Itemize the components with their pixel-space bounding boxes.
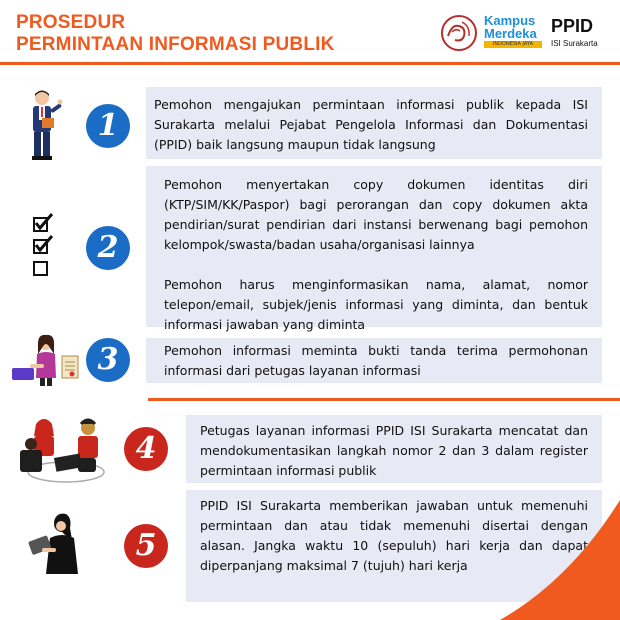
- step-5-text: PPID ISI Surakarta memberikan jawaban untuk memenuhi permintaan dan atau tidak memenuhi disertai dengan alasan. Jangka waktu 10 (sepuluh) hari kerja dan dapat diperpanjang maksimal 7 (tujuh) hari kerja: [200, 498, 588, 573]
- step-1-card: [146, 87, 602, 159]
- page-title-line1: PROSEDUR: [16, 12, 126, 33]
- step-3-text: Pemohon informasi meminta bukti tanda terima permohonan informasi dari petugas layanan informasi: [164, 343, 588, 378]
- step-4-text: Petugas layanan informasi PPID ISI Surakarta mencatat dan mendokumentasikan langkah nomor 2 dan 3 dalam register permintaan informasi publik: [200, 423, 588, 478]
- isi-surakarta-logo-icon: [440, 14, 478, 52]
- ppid-subtitle: ISI Surakarta: [551, 39, 598, 48]
- kampus-merdeka-line2: Merdeka: [484, 26, 537, 41]
- step-1-text: Pemohon mengajukan permintaan informasi publik kepada ISI Surakarta melalui Pejabat Pengelola Informasi dan Dokumentasi (PPID) baik langsung maupun tidak langsung: [154, 97, 588, 152]
- step-2-badge: 2: [86, 226, 130, 270]
- step-2-text-2: Pemohon harus menginformasikan nama, alamat, nomor telepon/email, subjek/jenis informasi yang diminta, dan bentuk informasi jawaban yang diminta: [164, 277, 588, 332]
- corner-decoration: [480, 500, 620, 620]
- businessman-illustration-icon: [22, 88, 70, 162]
- woman-laptop-document-illustration-icon: [12, 334, 84, 388]
- step-1-badge: 1: [86, 104, 130, 148]
- kampus-merdeka-line1: Kampus: [484, 13, 536, 28]
- page-title-line2: PERMINTAAN INFORMASI PUBLIK: [16, 34, 335, 55]
- checklist-icon: [30, 212, 60, 280]
- step-2-text: Pemohon menyertakan copy dokumen identitas diri (KTP/SIM/KK/Paspor) bagi perorangan dan copy dokumen akta pendirian/surat pendirian dari instansi berwenang bagi pemohon kelompok/swasta/badan usaha/organisasi lainnya: [164, 177, 588, 252]
- kampus-merdeka-logo: [484, 14, 537, 40]
- header-divider: [0, 62, 620, 65]
- kampus-merdeka-tag: INDONESIA JAYA: [484, 41, 542, 48]
- step-2-card: [146, 166, 602, 332]
- team-meeting-illustration-icon: [16, 414, 110, 490]
- ppid-title: PPID: [551, 16, 594, 36]
- woman-laptop-illustration-icon: [28, 512, 90, 576]
- step-3-badge: 3: [86, 338, 130, 382]
- section-divider: [148, 398, 620, 401]
- step-4-card: [186, 415, 602, 483]
- step-5-badge: 5: [124, 524, 168, 568]
- step-3-card: [146, 338, 602, 383]
- step-4-badge: 4: [124, 427, 168, 471]
